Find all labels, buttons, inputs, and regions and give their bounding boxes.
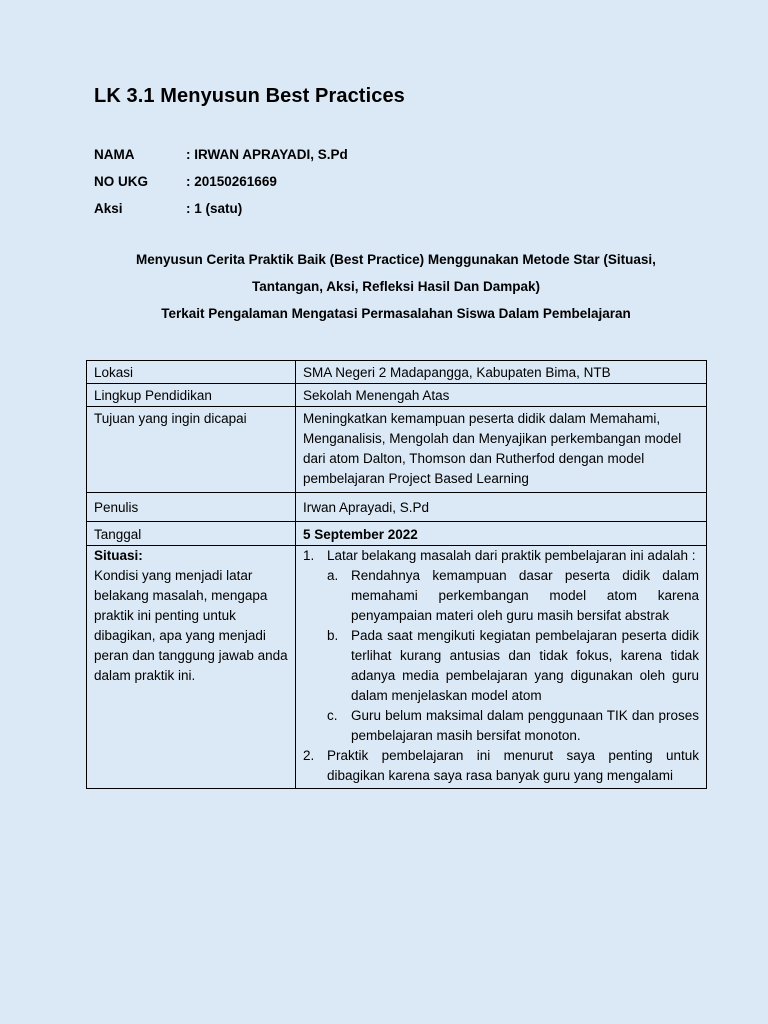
section-heading xyxy=(86,246,706,327)
list-item xyxy=(303,546,699,566)
info-value: : 20150261669 xyxy=(186,174,277,189)
row-value: SMA Negeri 2 Madapangga, Kabupaten Bima, NTB xyxy=(296,361,707,384)
info-value: : 1 (satu) xyxy=(186,201,243,216)
row-label: Lokasi xyxy=(87,361,296,384)
list-number: 1. xyxy=(303,548,315,563)
sub-list-letter: b. xyxy=(327,628,339,643)
row-value: 5 September 2022 xyxy=(296,522,707,546)
sub-list-letter: a. xyxy=(327,568,339,583)
row-label: Penulis xyxy=(87,493,296,522)
sub-list-letter: c. xyxy=(327,708,338,723)
table-row-penulis xyxy=(87,493,707,522)
sub-list-item xyxy=(327,706,699,746)
info-row-nama xyxy=(94,141,348,168)
sub-list-item xyxy=(327,626,699,706)
heading-line: Tantangan, Aksi, Refleksi Hasil Dan Dampak) xyxy=(251,279,541,294)
table-row-lokasi xyxy=(87,361,707,384)
info-label: NO UKG xyxy=(94,174,148,189)
situasi-description: Kondisi yang menjadi latar belakang masalah, mengapa praktik ini penting untuk dibagikan, apa yang menjadi peran dan tanggung jawab anda dalam praktik ini. xyxy=(94,568,288,683)
list-text: Praktik pembelajaran ini menurut saya penting untuk dibagikan karena saya rasa banyak guru yang mengalami xyxy=(327,748,699,783)
sub-list-text: Rendahnya kemampuan dasar peserta didik dalam memahami perkembangan model atom karena penyampaian materi oleh guru masih bersifat abstrak xyxy=(351,568,699,623)
row-value: Irwan Aprayadi, S.Pd xyxy=(296,493,707,522)
row-label: Tanggal xyxy=(87,522,296,546)
info-row-no-ukg xyxy=(94,168,348,195)
heading-line: Terkait Pengalaman Mengatasi Permasalahan Siswa Dalam Pembelajaran xyxy=(161,306,631,321)
list-number: 2. xyxy=(303,748,315,763)
best-practice-table xyxy=(86,360,707,789)
table-row-tanggal xyxy=(87,522,707,546)
situasi-content-cell xyxy=(296,546,707,789)
situasi-label: Situasi: xyxy=(94,548,143,563)
document-title: LK 3.1 Menyusun Best Practices xyxy=(94,85,405,107)
sub-list-text: Guru belum maksimal dalam penggunaan TIK dan proses pembelajaran masih bersifat monoton. xyxy=(351,708,699,743)
table-row-lingkup xyxy=(87,384,707,407)
row-value: Sekolah Menengah Atas xyxy=(296,384,707,407)
row-label: Tujuan yang ingin dicapai xyxy=(87,407,296,493)
table-row-tujuan xyxy=(87,407,707,493)
list-text: Latar belakang masalah dari praktik pembelajaran ini adalah : xyxy=(327,548,696,563)
list-item xyxy=(303,746,699,786)
row-value: Meningkatkan kemampuan peserta didik dalam Memahami, Menganalisis, Mengolah dan Menyajikan perkembangan model dari atom Dalton, Thomson dan Rutherfod dengan model pembelajaran Project Based Learning xyxy=(296,407,707,493)
situasi-label-cell xyxy=(87,546,296,789)
sub-list-item xyxy=(327,566,699,626)
row-label: Lingkup Pendidikan xyxy=(87,384,296,407)
identity-block xyxy=(94,141,348,222)
info-label: NAMA xyxy=(94,147,135,162)
info-label: Aksi xyxy=(94,201,123,216)
info-row-aksi xyxy=(94,195,348,222)
heading-line: Menyusun Cerita Praktik Baik (Best Practice) Menggunakan Metode Star (Situasi, xyxy=(136,252,656,267)
table-row-situasi xyxy=(87,546,707,789)
sub-list-text: Pada saat mengikuti kegiatan pembelajaran peserta didik terlihat kurang antusias dan tidak fokus, karena tidak adanya media pembelajaran yang digunakan oleh guru dalam menjelaskan model atom xyxy=(351,628,699,703)
info-value: : IRWAN APRAYADI, S.Pd xyxy=(186,147,348,162)
